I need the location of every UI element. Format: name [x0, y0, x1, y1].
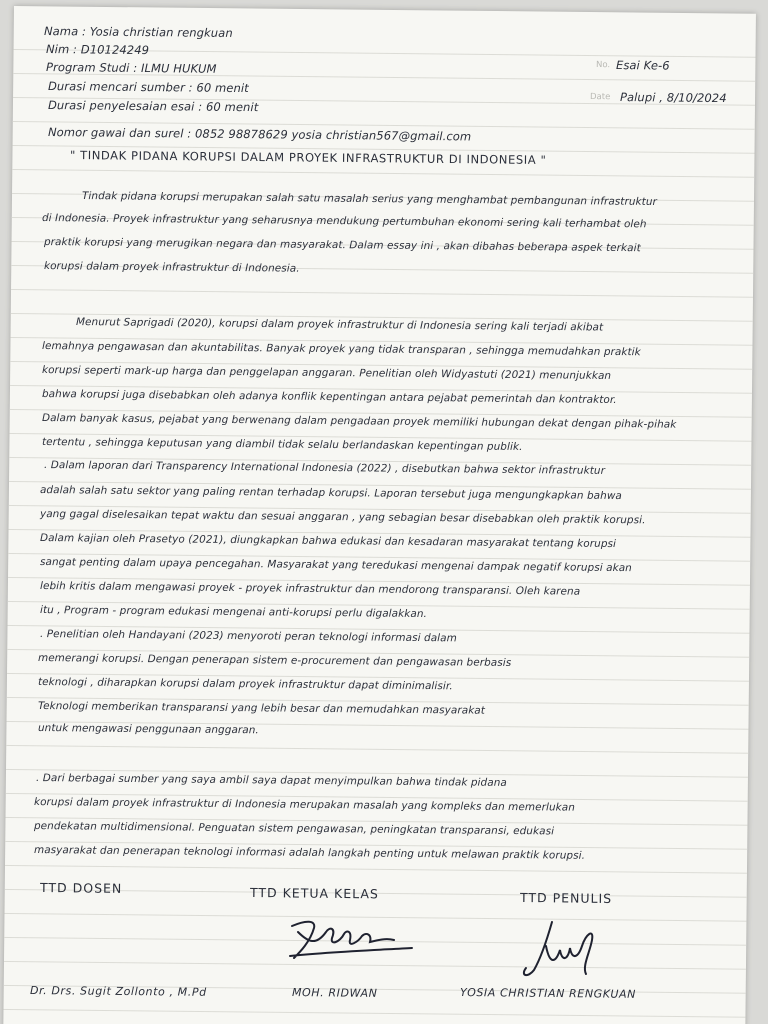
p3-line-3: yang gagal diselesaikan tepat waktu dan sesuai anggaran , yang sebagian besar disebabkan oleh praktik korupsi. [39, 508, 646, 527]
p2-line-1: Menurut Saprigadi (2020), korupsi dalam proyek infrastruktur di Indonesia sering kali terjadi akibat [75, 316, 604, 334]
ttd-ketua-label: TTD KETUA KELAS [249, 885, 379, 902]
essay-date: Palupi , 8/10/2024 [619, 90, 727, 106]
header-nama: Nama : Yosia christian rengkuan [43, 24, 233, 40]
p3-line-2: adalah salah satu sektor yang paling rentan terhadap korupsi. Laporan tersebut juga mengungkapkan bahwa [39, 484, 622, 503]
ketua-signature [286, 912, 416, 968]
p3-line-7: itu , Program - program edukasi mengenai anti-korupsi perlu digalakkan. [39, 604, 428, 621]
p2-line-6: tertentu , sehingga keputusan yang diambil tidak selalu berlandaskan kepentingan publik. [41, 436, 523, 454]
dosen-name: Dr. Drs. Sugit Zollonto , M.Pd [29, 984, 207, 999]
header-nim: Nim : D10124249 [45, 42, 150, 58]
ttd-dosen-label: TTD DOSEN [39, 880, 123, 896]
p2-line-2: lemahnya pengawasan dan akuntabilitas. Banyak proyek yang tidak transparan , sehingga memudahkan praktik [41, 340, 641, 359]
p4-line-2: memerangi korupsi. Dengan penerapan sistem e-procurement dan pengawasan berbasis [37, 652, 512, 669]
p3-line-4: Dalam kajian oleh Prasetyo (2021), diungkapkan bahwa edukasi dan kesadaran masyarakat tentang korupsi [39, 532, 617, 551]
header-prodi: Program Studi : ILMU HUKUM [45, 60, 217, 76]
esai-number: Esai Ke-6 [615, 58, 670, 73]
p1-line-3: praktik korupsi yang merugikan negara dan masyarakat. Dalam essay ini , akan dibahas beberapa aspek terkait [43, 236, 641, 255]
p1-line-4: korupsi dalam proyek infrastruktur di Indonesia. [43, 260, 300, 275]
essay-title: " TINDAK PIDANA KORUPSI DALAM PROYEK INFRASTRUKTUR DI INDONESIA " [69, 148, 547, 167]
p5-line-4: masyarakat dan penerapan teknologi informasi adalah langkah penting untuk melawan praktik korupsi. [33, 844, 586, 862]
header-kontak: Nomor gawai dan surel : 0852 98878629 yosia christian567@gmail.com [47, 125, 472, 144]
penulis-name: YOSIA CHRISTIAN RENGKUAN [459, 986, 637, 1001]
p2-line-3: korupsi seperti mark-up harga dan penggelapan anggaran. Penelitian oleh Widyastuti (2021) menunjukkan [41, 364, 612, 382]
p3-line-1: . Dalam laporan dari Transparency International Indonesia (2022) , disebutkan bahwa sektor infrastruktur [43, 459, 606, 477]
date-label: Date [589, 92, 611, 103]
penulis-signature [512, 916, 608, 982]
p4-line-5: untuk mengawasi penggunaan anggaran. [37, 722, 259, 737]
ketua-name: MOH. RIDWAN [291, 986, 378, 1000]
p1-line-2: di Indonesia. Proyek infrastruktur yang seharusnya mendukung pertumbuhan ekonomi sering kali terhambat oleh [41, 212, 647, 231]
p4-line-1: . Penelitian oleh Handayani (2023) menyoroti peran teknologi informasi dalam [39, 628, 457, 645]
p2-line-4: bahwa korupsi juga disebabkan oleh adanya konflik kepentingan antara pejabat pemerintah dan kontraktor. [41, 388, 617, 407]
p2-line-5: Dalam banyak kasus, pejabat yang berwenang dalam pengadaan proyek memiliki hubungan dekat dengan pihak-pihak [41, 412, 677, 431]
header-durasi-penyelesaian: Durasi penyelesaian esai : 60 menit [47, 98, 259, 115]
p4-line-3: teknologi , diharapkan korupsi dalam proyek infrastruktur dapat diminimalisir. [37, 676, 453, 693]
header-durasi-mencari: Durasi mencari sumber : 60 menit [47, 79, 249, 96]
p5-line-3: pendekatan multidimensional. Penguatan sistem pengawasan, peningkatan transparansi, edukasi [33, 820, 555, 838]
p5-line-1: . Dari berbagai sumber yang saya ambil saya dapat menyimpulkan bahwa tindak pidana [35, 772, 507, 789]
no-label: No. [595, 60, 611, 71]
p3-line-6: lebih kritis dalam mengawasi proyek - proyek infrastruktur dan mendorong transparansi. Oleh karena [39, 580, 581, 598]
p5-line-2: korupsi dalam proyek infrastruktur di Indonesia merupakan masalah yang kompleks dan memerlukan [33, 796, 576, 814]
p4-line-4: Teknologi memberikan transparansi yang lebih besar dan memudahkan masyarakat [37, 700, 486, 717]
p3-line-5: sangat penting dalam upaya pencegahan. Masyarakat yang teredukasi mengenai dampak negatif korupsi akan [39, 556, 632, 575]
ttd-penulis-label: TTD PENULIS [519, 890, 613, 906]
p1-line-1: Tindak pidana korupsi merupakan salah satu masalah serius yang menghambat pembangunan infrastruktur [81, 190, 657, 209]
